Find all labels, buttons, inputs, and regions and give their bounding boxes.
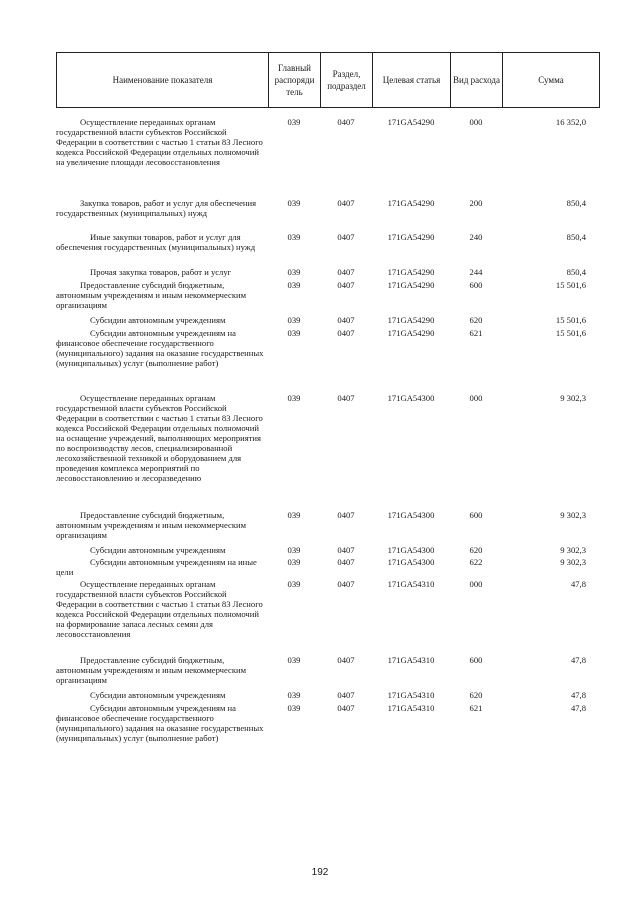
table-row bbox=[56, 280, 599, 312]
table-row bbox=[56, 510, 599, 542]
row-name: Предоставление субсидий бюджетным, автономным учреждениям и иным некоммерческим организациям bbox=[56, 655, 247, 685]
row-name: Осуществление переданных органам государственной власти субъектов Российской Федерации в соответствии с частью 1 статьи 83 Лесного кодекса Российской Федерации отдельных полномочий на оснащение учреждений, выполняющих мероприятия по воспроизводству лесов, специализированной лесохозяйственной техникой и оборудованием для проведения комплекса мероприятий по лесовосстановлению и лесоразведению bbox=[56, 393, 263, 483]
header-razdel: Раздел, подраздел bbox=[321, 53, 373, 108]
row-sum: 9 302,3 bbox=[560, 545, 586, 555]
row-cel: 171GA54300 bbox=[387, 393, 435, 403]
row-glav: 039 bbox=[287, 232, 301, 242]
row-glav: 039 bbox=[287, 393, 301, 403]
row-glav: 039 bbox=[287, 117, 301, 127]
row-vid: 244 bbox=[469, 267, 483, 277]
table-row bbox=[56, 557, 599, 579]
row-vid: 620 bbox=[469, 690, 483, 700]
table-row bbox=[56, 267, 599, 279]
row-cel: 171GA54300 bbox=[387, 510, 435, 520]
row-cel: 171GA54290 bbox=[387, 267, 435, 277]
row-glav: 039 bbox=[287, 328, 301, 338]
row-sum: 9 302,3 bbox=[560, 393, 586, 403]
table-row bbox=[56, 655, 599, 687]
row-glav: 039 bbox=[287, 557, 301, 567]
row-cel: 171GA54290 bbox=[387, 315, 435, 325]
row-name: Субсидии автономным учреждениям на иные цели bbox=[56, 557, 257, 577]
row-razdel: 0407 bbox=[337, 232, 355, 242]
row-name: Предоставление субсидий бюджетным, автономным учреждениям и иным некоммерческим организациям bbox=[56, 510, 247, 540]
row-cel: 171GA54310 bbox=[387, 690, 435, 700]
row-sum: 47,8 bbox=[570, 703, 586, 713]
row-sum: 47,8 bbox=[570, 579, 586, 589]
row-name: Предоставление субсидий бюджетным, автономным учреждениям и иным некоммерческим организациям bbox=[56, 280, 247, 310]
row-vid: 600 bbox=[469, 280, 483, 290]
table-row bbox=[56, 703, 599, 758]
header-glav: Главный распоряди тель bbox=[269, 53, 321, 108]
header-cel: Целевая статья bbox=[373, 53, 451, 108]
row-sum: 850,4 bbox=[566, 198, 586, 208]
row-cel: 171GA54300 bbox=[387, 545, 435, 555]
row-name: Субсидии автономным учреждениям bbox=[90, 545, 226, 555]
row-razdel: 0407 bbox=[337, 557, 355, 567]
row-vid: 240 bbox=[469, 232, 483, 242]
header-name: Наименование показателя bbox=[57, 53, 269, 108]
row-glav: 039 bbox=[287, 703, 301, 713]
row-sum: 850,4 bbox=[566, 232, 586, 242]
row-cel: 171GA54300 bbox=[387, 557, 435, 567]
header-summa: Сумма bbox=[503, 53, 600, 108]
row-vid: 200 bbox=[469, 198, 483, 208]
table-row bbox=[56, 579, 599, 649]
row-razdel: 0407 bbox=[337, 328, 355, 338]
row-name: Осуществление переданных органам государственной власти субъектов Российской Федерации в соответствии с частью 1 статьи 83 Лесного кодекса Российской Федерации отдельных полномочий на увеличение площади лесовосстановления bbox=[56, 117, 263, 167]
row-cel: 171GA54290 bbox=[387, 280, 435, 290]
row-razdel: 0407 bbox=[337, 579, 355, 589]
table-row bbox=[56, 315, 599, 327]
table-row bbox=[56, 328, 599, 383]
row-glav: 039 bbox=[287, 198, 301, 208]
row-name: Осуществление переданных органам государственной власти субъектов Российской Федерации в соответствии с частью 1 статьи 83 Лесного кодекса Российской Федерации отдельных полномочий на формирование запаса лесных семян для лесовосстановления bbox=[56, 579, 263, 639]
row-name: Субсидии автономным учреждениям bbox=[90, 690, 226, 700]
row-vid: 000 bbox=[469, 117, 483, 127]
row-cel: 171GA54290 bbox=[387, 328, 435, 338]
row-vid: 620 bbox=[469, 315, 483, 325]
row-vid: 620 bbox=[469, 545, 483, 555]
row-razdel: 0407 bbox=[337, 315, 355, 325]
row-name: Иные закупки товаров, работ и услуг для обеспечения государственных (муниципальных) нужд bbox=[56, 232, 256, 252]
row-sum: 9 302,3 bbox=[560, 510, 586, 520]
row-razdel: 0407 bbox=[337, 198, 355, 208]
row-glav: 039 bbox=[287, 267, 301, 277]
row-razdel: 0407 bbox=[337, 545, 355, 555]
row-sum: 9 302,3 bbox=[560, 557, 586, 567]
row-vid: 000 bbox=[469, 393, 483, 403]
row-sum: 47,8 bbox=[570, 690, 586, 700]
row-glav: 039 bbox=[287, 655, 301, 665]
row-cel: 171GA54290 bbox=[387, 117, 435, 127]
row-razdel: 0407 bbox=[337, 117, 355, 127]
row-glav: 039 bbox=[287, 510, 301, 520]
table-row bbox=[56, 393, 599, 503]
table-row bbox=[56, 690, 599, 702]
row-vid: 600 bbox=[469, 510, 483, 520]
row-sum: 15 501,6 bbox=[555, 280, 586, 290]
row-razdel: 0407 bbox=[337, 703, 355, 713]
row-vid: 622 bbox=[469, 557, 483, 567]
table-row bbox=[56, 545, 599, 557]
row-glav: 039 bbox=[287, 579, 301, 589]
row-sum: 47,8 bbox=[570, 655, 586, 665]
table-header bbox=[56, 52, 600, 108]
row-razdel: 0407 bbox=[337, 280, 355, 290]
row-vid: 000 bbox=[469, 579, 483, 589]
row-name: Прочая закупка товаров, работ и услуг bbox=[90, 267, 232, 277]
page-number: 192 bbox=[311, 867, 329, 878]
row-glav: 039 bbox=[287, 315, 301, 325]
table-row bbox=[56, 232, 599, 264]
row-name: Закупка товаров, работ и услуг для обеспечения государственных (муниципальных) нужд bbox=[56, 198, 257, 218]
row-vid: 621 bbox=[469, 703, 483, 713]
row-razdel: 0407 bbox=[337, 655, 355, 665]
row-glav: 039 bbox=[287, 545, 301, 555]
row-cel: 171GA54310 bbox=[387, 655, 435, 665]
row-razdel: 0407 bbox=[337, 510, 355, 520]
row-name: Субсидии автономным учреждениям bbox=[90, 315, 226, 325]
row-glav: 039 bbox=[287, 280, 301, 290]
row-sum: 850,4 bbox=[566, 267, 586, 277]
row-name: Субсидии автономным учреждениям на финансовое обеспечение государственного (муниципального) задания на оказание государственных (муниципальных) услуг (выполнение работ) bbox=[56, 328, 264, 368]
row-cel: 171GA54310 bbox=[387, 703, 435, 713]
row-vid: 621 bbox=[469, 328, 483, 338]
table-row bbox=[56, 117, 599, 195]
row-razdel: 0407 bbox=[337, 690, 355, 700]
table-row bbox=[56, 198, 599, 230]
row-vid: 600 bbox=[469, 655, 483, 665]
row-cel: 171GA54290 bbox=[387, 198, 435, 208]
row-sum: 16 352,0 bbox=[555, 117, 586, 127]
row-name: Субсидии автономным учреждениям на финансовое обеспечение государственного (муниципального) задания на оказание государственных (муниципальных) услуг (выполнение работ) bbox=[56, 703, 264, 743]
row-sum: 15 501,6 bbox=[555, 315, 586, 325]
row-glav: 039 bbox=[287, 690, 301, 700]
row-razdel: 0407 bbox=[337, 267, 355, 277]
row-razdel: 0407 bbox=[337, 393, 355, 403]
row-cel: 171GA54290 bbox=[387, 232, 435, 242]
row-cel: 171GA54310 bbox=[387, 579, 435, 589]
header-vid: Вид расхода bbox=[451, 53, 503, 108]
row-sum: 15 501,6 bbox=[555, 328, 586, 338]
